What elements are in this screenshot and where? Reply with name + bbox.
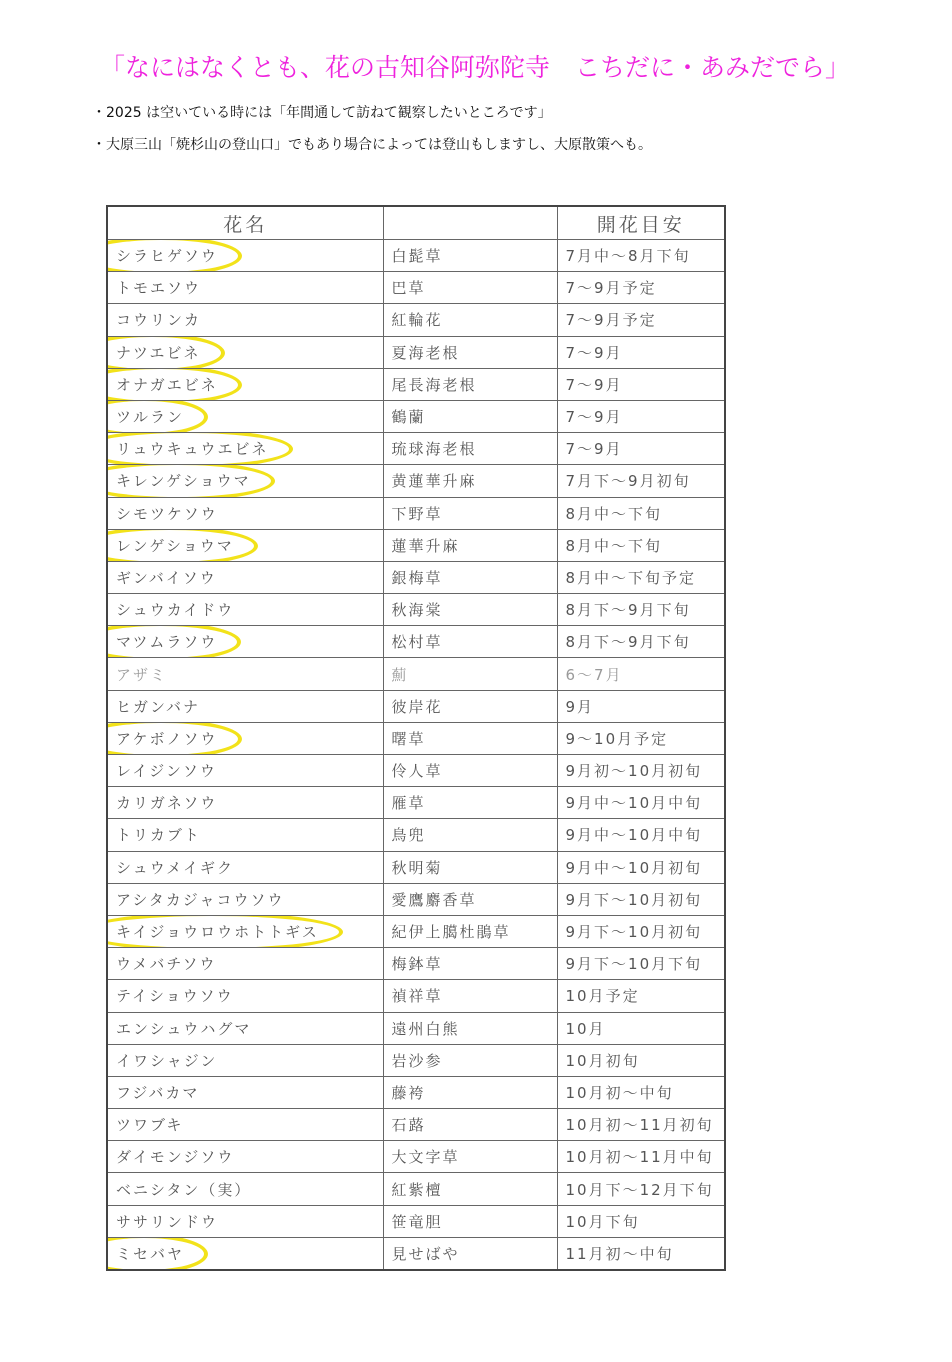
flower-name-cell: [107, 368, 383, 400]
table-row: [107, 594, 725, 626]
table-row: [107, 755, 725, 787]
bloom-period: 10月初～11月初旬: [557, 1109, 725, 1141]
bloom-period: 9月中～10月中旬: [557, 787, 725, 819]
bloom-period: 9月初～10月初旬: [557, 755, 725, 787]
bloom-period: 10月下～12月下旬: [557, 1173, 725, 1205]
table-header-row: [107, 206, 725, 240]
table-row: [107, 626, 725, 658]
flower-name: ミセバヤ: [116, 1244, 185, 1263]
flower-name-cell: [107, 915, 383, 947]
flower-kanji: 伶人草: [383, 755, 557, 787]
table-row: [107, 465, 725, 497]
flower-name-cell: [107, 755, 383, 787]
table-row: [107, 336, 725, 368]
flower-kanji: 岩沙参: [383, 1044, 557, 1076]
note-line: ・2025 は空いている時には「年間通して訪ねて観察したいところです」: [92, 105, 552, 121]
table-row: [107, 851, 725, 883]
table-row: [107, 948, 725, 980]
flower-name: フジバカマ: [116, 1083, 200, 1102]
table-row: [107, 915, 725, 947]
flower-kanji: 夏海老根: [383, 336, 557, 368]
bloom-period: 10月下旬: [557, 1205, 725, 1237]
flower-kanji: 大文字草: [383, 1141, 557, 1173]
page-title: 「なにはなくとも、花の古知谷阿弥陀寺 こちだに・あみだでら」: [100, 53, 851, 82]
flower-name-cell: [107, 1173, 383, 1205]
table-row: [107, 561, 725, 593]
table-row: [107, 658, 725, 690]
flower-name: キイジョウロウホトトギス: [116, 923, 319, 942]
bloom-period: 7～9月予定: [557, 272, 725, 304]
flower-name-cell: [107, 883, 383, 915]
flower-kanji: 曙草: [383, 722, 557, 754]
flower-name-cell: [107, 1205, 383, 1237]
flower-kanji: 蓮華升麻: [383, 529, 557, 561]
table-row: [107, 304, 725, 336]
bloom-period: 9月下～10月下旬: [557, 948, 725, 980]
flower-kanji: 雁草: [383, 787, 557, 819]
flower-name-cell: [107, 1141, 383, 1173]
bloom-period: 10月初～11月中旬: [557, 1141, 725, 1173]
flower-name: アシタカジャコウソウ: [116, 890, 285, 909]
table-row: [107, 722, 725, 754]
table-row: [107, 787, 725, 819]
flower-name: アケボノソウ: [116, 729, 218, 748]
bloom-period: 11月初～中旬: [557, 1237, 725, 1270]
flower-kanji: 愛鷹麝香草: [383, 883, 557, 915]
header-bloom-period: 開花目安: [557, 206, 725, 240]
flower-kanji: 梅鉢草: [383, 948, 557, 980]
flower-name: リュウキュウエビネ: [116, 440, 269, 459]
table-row: [107, 529, 725, 561]
flower-name: シラヒゲソウ: [116, 247, 218, 266]
flower-name: ウメバチソウ: [116, 955, 217, 974]
table-row: [107, 272, 725, 304]
flower-name: シュウカイドウ: [116, 601, 235, 620]
flower-kanji: 秋海棠: [383, 594, 557, 626]
flower-bloom-table: [106, 205, 726, 1271]
flower-kanji: 尾長海老根: [383, 368, 557, 400]
flower-kanji: 紅輪花: [383, 304, 557, 336]
flower-name: テイショウソウ: [116, 987, 234, 1006]
bloom-period: 7～9月: [557, 400, 725, 432]
bloom-period: 8月中～下旬予定: [557, 561, 725, 593]
flower-kanji: 巴草: [383, 272, 557, 304]
flower-name: ササリンドウ: [116, 1212, 219, 1231]
flower-kanji: 鳥兜: [383, 819, 557, 851]
flower-name: ツワブキ: [116, 1116, 184, 1135]
bloom-period: 7月下～9月初旬: [557, 465, 725, 497]
flower-name: レンゲショウマ: [116, 536, 234, 555]
flower-name: オナガエビネ: [116, 375, 218, 394]
table-row: [107, 980, 725, 1012]
bloom-period: 9月中～10月中旬: [557, 819, 725, 851]
bloom-period: 7～9月予定: [557, 304, 725, 336]
flower-kanji: 見せばや: [383, 1237, 557, 1270]
flower-name: ツルラン: [116, 408, 185, 427]
table-row: [107, 1012, 725, 1044]
flower-name: ベニシタン（実）: [116, 1180, 252, 1199]
flower-name-cell: [107, 272, 383, 304]
bloom-period: 7～9月: [557, 336, 725, 368]
flower-kanji: 石蕗: [383, 1109, 557, 1141]
flower-name-cell: [107, 465, 383, 497]
flower-name: トモエソウ: [116, 279, 202, 298]
note-line: ・大原三山「焼杉山の登山口」でもあり場合によっては登山もしますし、大原散策へも。: [92, 137, 652, 153]
flower-kanji: 遠州白熊: [383, 1012, 557, 1044]
flower-name-cell: [107, 400, 383, 432]
flower-name-cell: [107, 433, 383, 465]
bloom-period: 8月中～下旬: [557, 529, 725, 561]
flower-name: アザミ: [116, 665, 168, 684]
flower-name-cell: [107, 980, 383, 1012]
flower-name-cell: [107, 240, 383, 272]
flower-name: シモツケソウ: [116, 504, 218, 523]
flower-name-cell: [107, 1076, 383, 1108]
flower-kanji: 琉球海老根: [383, 433, 557, 465]
flower-kanji: 鶴蘭: [383, 400, 557, 432]
flower-name-cell: [107, 690, 383, 722]
bloom-period: 9～10月予定: [557, 722, 725, 754]
flower-name-cell: [107, 787, 383, 819]
flower-name-cell: [107, 304, 383, 336]
table-row: [107, 433, 725, 465]
flower-name-cell: [107, 626, 383, 658]
flower-kanji: 薊: [383, 658, 557, 690]
flower-name-cell: [107, 336, 383, 368]
table-row: [107, 1205, 725, 1237]
table-row: [107, 1173, 725, 1205]
bloom-period: 7月中～8月下旬: [557, 240, 725, 272]
flower-name: ヒガンバナ: [116, 697, 200, 716]
flower-name: ダイモンジソウ: [116, 1148, 235, 1167]
flower-name-cell: [107, 1237, 383, 1270]
flower-kanji: 松村草: [383, 626, 557, 658]
bloom-period: 8月中～下旬: [557, 497, 725, 529]
flower-name: トリカブト: [116, 826, 201, 845]
flower-kanji: 禎祥草: [383, 980, 557, 1012]
flower-kanji: 白髭草: [383, 240, 557, 272]
flower-name-cell: [107, 594, 383, 626]
header-kanji: [383, 206, 557, 240]
table-row: [107, 1109, 725, 1141]
flower-kanji: 笹竜胆: [383, 1205, 557, 1237]
bloom-period: 7～9月: [557, 368, 725, 400]
flower-kanji: 下野草: [383, 497, 557, 529]
flower-kanji: 彼岸花: [383, 690, 557, 722]
flower-name-cell: [107, 948, 383, 980]
flower-name-cell: [107, 722, 383, 754]
flower-name-cell: [107, 1109, 383, 1141]
bloom-period: 10月初～中旬: [557, 1076, 725, 1108]
flower-name: キレンゲショウマ: [116, 472, 251, 491]
bloom-period: 8月下～9月下旬: [557, 626, 725, 658]
bloom-period: 10月: [557, 1012, 725, 1044]
table-row: [107, 883, 725, 915]
table-row: [107, 690, 725, 722]
table-row: [107, 400, 725, 432]
flower-name: コウリンカ: [116, 311, 202, 330]
bloom-period: 9月下～10月初旬: [557, 883, 725, 915]
bloom-period: 9月中～10月初旬: [557, 851, 725, 883]
flower-name-cell: [107, 1044, 383, 1076]
table-row: [107, 1141, 725, 1173]
flower-name-cell: [107, 819, 383, 851]
flower-name-cell: [107, 529, 383, 561]
table-row: [107, 1076, 725, 1108]
bloom-period: 7～9月: [557, 433, 725, 465]
flower-kanji: 銀梅草: [383, 561, 557, 593]
flower-kanji: 紅紫檀: [383, 1173, 557, 1205]
flower-name: マツムラソウ: [116, 633, 218, 652]
header-flower-name: 花名: [107, 206, 383, 240]
bloom-period: 9月: [557, 690, 725, 722]
bloom-period: 6～7月: [557, 658, 725, 690]
flower-kanji: 黄蓮華升麻: [383, 465, 557, 497]
flower-name: シュウメイギク: [116, 858, 234, 877]
bloom-period: 9月下～10月初旬: [557, 915, 725, 947]
flower-kanji: 秋明菊: [383, 851, 557, 883]
table-row: [107, 1237, 725, 1270]
table-row: [107, 819, 725, 851]
table-row: [107, 497, 725, 529]
flower-table-container: [106, 205, 726, 1271]
flower-kanji: 紀伊上臈杜鵑草: [383, 915, 557, 947]
bloom-period: 8月下～9月下旬: [557, 594, 725, 626]
table-row: [107, 240, 725, 272]
flower-name-cell: [107, 851, 383, 883]
bloom-period: 10月予定: [557, 980, 725, 1012]
bloom-period: 10月初旬: [557, 1044, 725, 1076]
flower-name: イワシャジン: [116, 1051, 218, 1070]
flower-name: ナツエビネ: [116, 343, 201, 362]
flower-name-cell: [107, 658, 383, 690]
flower-name-cell: [107, 497, 383, 529]
flower-name: カリガネソウ: [116, 794, 218, 813]
flower-kanji: 藤袴: [383, 1076, 557, 1108]
flower-name: レイジンソウ: [116, 762, 217, 781]
flower-name: ギンバイソウ: [116, 568, 217, 587]
table-row: [107, 368, 725, 400]
table-row: [107, 1044, 725, 1076]
flower-name: エンシュウハグマ: [116, 1019, 252, 1038]
flower-name-cell: [107, 561, 383, 593]
flower-name-cell: [107, 1012, 383, 1044]
